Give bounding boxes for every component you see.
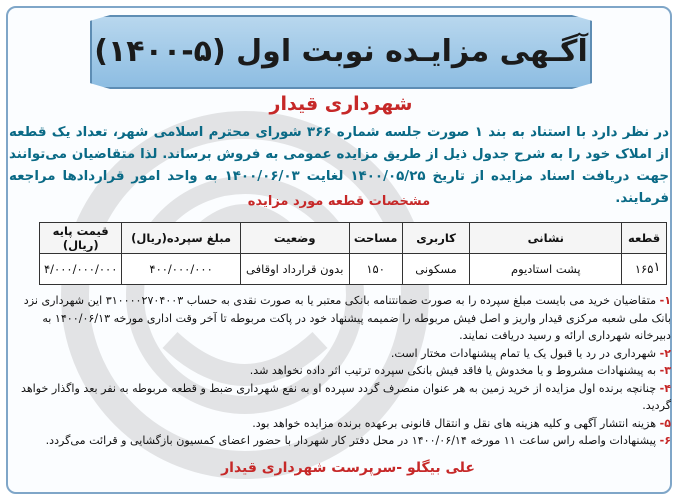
condition-item [9,415,671,433]
table-header-row [40,223,667,254]
condition-item [9,345,671,363]
condition-text: هزینه انتشار آگهی و کلیه هزینه های نقل و انتقال قانونی برعهده برنده مزایده خواهد بود. [252,416,657,430]
condition-number: ۵- [659,416,671,430]
row-number: ۱ [653,260,661,275]
cell-lot: ۱۶۵ [622,254,667,285]
header-base-price: قیمت پایه (ریال) [40,223,122,254]
header-deposit: مبلغ سپرده(ریال) [122,223,240,254]
cell-address: پشت استادیوم [470,254,622,285]
condition-number: ۲- [659,346,671,360]
condition-text: پیشنهادات واصله راس ساعت ۱۱ مورخه ۱۴۰۰/۰۶/۱۴ در محل دفتر کار شهردار با حضور اعضای کمسیون بازگشایی و قرائت می‌گردد. [45,434,657,447]
table-row [40,254,667,285]
municipality-name: شهرداری قیدار [269,93,413,115]
condition-item [9,362,671,380]
cell-base-price: ۴/۰۰۰/۰۰۰/۰۰۰ [40,254,122,285]
condition-text: به پیشنهادات مشروط و یا مخدوش یا فاقد فیش بانکی سپرده ترتیب اثر داده نخواهد شد. [249,364,657,377]
condition-number: ۱- [659,294,671,307]
condition-item [9,380,671,415]
specs-title: مشخصات قطعه مورد مزایده [247,194,431,209]
cell-area: ۱۵۰ [349,254,402,285]
cell-usage: مسکونی [402,254,470,285]
condition-number: ۶- [659,434,671,447]
conditions-list [9,292,671,450]
condition-number: ۳- [659,364,671,377]
condition-number: ۴- [659,381,671,395]
header-status: وضعیت [240,223,349,254]
condition-text: شهرداری در رد یا قبول یک یا تمام پیشنهادات مختار است. [390,346,657,360]
header-area: مساحت [349,223,402,254]
lots-table [39,222,667,285]
header-lot: قطعه [622,223,667,254]
header-address: نشانی [470,223,622,254]
ad-title: آگـهی مزایـده نوبت اول (۵-۱۴۰۰) [94,34,588,69]
cell-status: بدون قرارداد اوقافی [240,254,349,285]
signature: علی بیگلو -سرپرست شهرداری قیدار [221,460,475,476]
cell-deposit: ۴۰۰/۰۰۰/۰۰۰ [122,254,240,285]
condition-item [9,292,671,345]
header-usage: کاربری [402,223,470,254]
condition-text: چنانچه برنده اول مزایده از خرید زمین به هر عنوان منصرف گردد سپرده او به نفع شهرداری ضبط و قطعه مربوطه به نفر بعد واگذار خواهد گردید. [21,381,671,412]
condition-text: متقاضیان خرید می بایست مبلغ سپرده را به صورت ضمانتنامه بانکی معتبر یا به صورت نقدی به حساب ۳۱۰۰۰۰۲۷۰۴۰۰۳ این شهرداری نزد بانک ملی شعبه مرکزی قیدار واریز و اصل فیش مربوطه را ضمیمه پیشنهاد خود در پاکت مربوطه تا آخر وقت اداری مورخه ۱۴۰۰/۰۶/۱۳ به دبیرخانه شهرداری ارائه و رسید دریافت نمایند. [23,294,671,342]
intro-paragraph: در نظر دارد با استناد به بند ۱ صورت جلسه شماره ۳۶۶ شورای محترم اسلامی شهر، تعداد یک قطعه از املاک خود را به شرح جدول ذیل از طریق مزایده عمومی به فروش برساند. لذا متقاضیان می‌توانند جهت دریافت اسناد مزایده از تاریخ ۱۴۰۰/۰۵/۲۵ لغایت ۱۴۰۰/۰۶/۰۳ به واحد امور قراردادها مراجعه فرمایند. [9,125,669,206]
condition-item [9,432,671,450]
